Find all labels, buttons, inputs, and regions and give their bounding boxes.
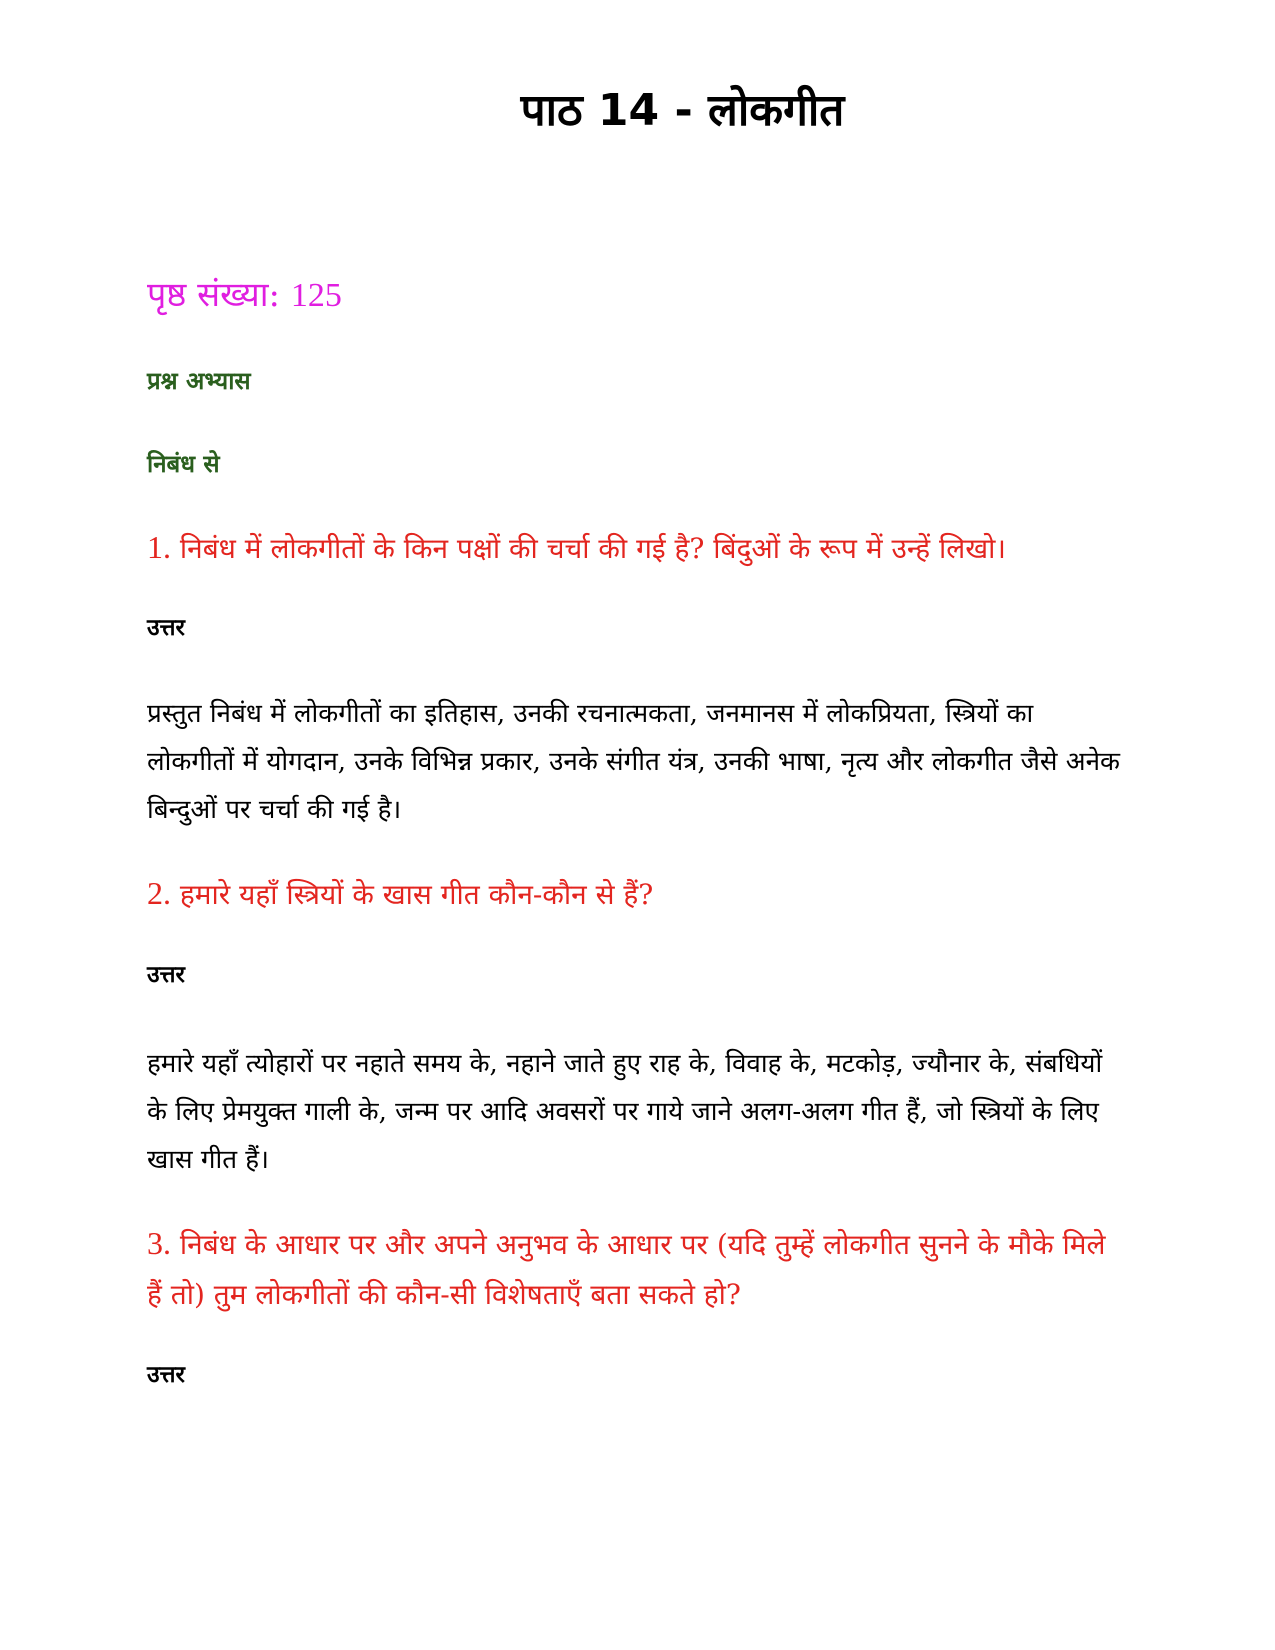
answer-3-label: उत्तर <box>147 1361 185 1388</box>
question-1-text: निबंध में लोकगीतों के किन पक्षों की चर्चा की गई है? बिंदुओं के रूप में उन्हें लिखो। <box>171 532 1006 565</box>
answer-2-label: उत्तर <box>147 961 185 988</box>
from-essay-heading: निबंध से <box>147 449 220 478</box>
question-3-text: निबंध के आधार पर और अपने अनुभव के आधार पर (यदि तुम्हें लोकगीत सुनने के मौके मिले हैं तो) तुम लोकगीतों की कौन-सी विशेषताएँ बता सकते हो? <box>147 1228 1106 1311</box>
question-3-number: 3. <box>147 1225 171 1261</box>
answer-1-text: प्रस्तुत निबंध में लोकगीतों का इतिहास, उनकी रचनात्मकता, जनमानस में लोकप्रियता, स्त्रियों का लोकगीतों में योगदान, उनके विभिन्न प्रकार, उनके संगीत यंत्र, उनकी भाषा, नृत्य और लोकगीत जैसे अनेक बिन्दुओं पर चर्चा की गई है। <box>147 699 1120 825</box>
answer-2-text: हमारे यहाँ त्योहारों पर नहाते समय के, नहाने जाते हुए राह के, विवाह के, मटकोड़, ज्यौनार के, संबधियों के लिए प्रेमयुक्त गाली के, जन्म पर आदि अवसरों पर गाये जाने अलग-अलग गीत हैं, जो स्त्रियों के लिए खास गीत हैं। <box>147 1049 1103 1175</box>
exercise-heading: प्रश्न अभ्यास <box>147 366 251 395</box>
page-number-value: 125 <box>290 277 342 314</box>
question-3 <box>147 1218 1127 1320</box>
question-2-number: 2. <box>147 875 171 911</box>
question-2 <box>147 868 1127 920</box>
page-number-line <box>147 270 1127 316</box>
page-number-label: पृष्ठ संख्या: <box>147 275 291 315</box>
question-1 <box>147 522 1127 574</box>
question-1-number: 1. <box>147 529 171 565</box>
lesson-title: पाठ 14 - लोकगीत <box>520 85 845 136</box>
answer-1-label: उत्तर <box>147 614 185 641</box>
question-2-text: हमारे यहाँ स्त्रियों के खास गीत कौन-कौन से हैं? <box>171 878 654 911</box>
